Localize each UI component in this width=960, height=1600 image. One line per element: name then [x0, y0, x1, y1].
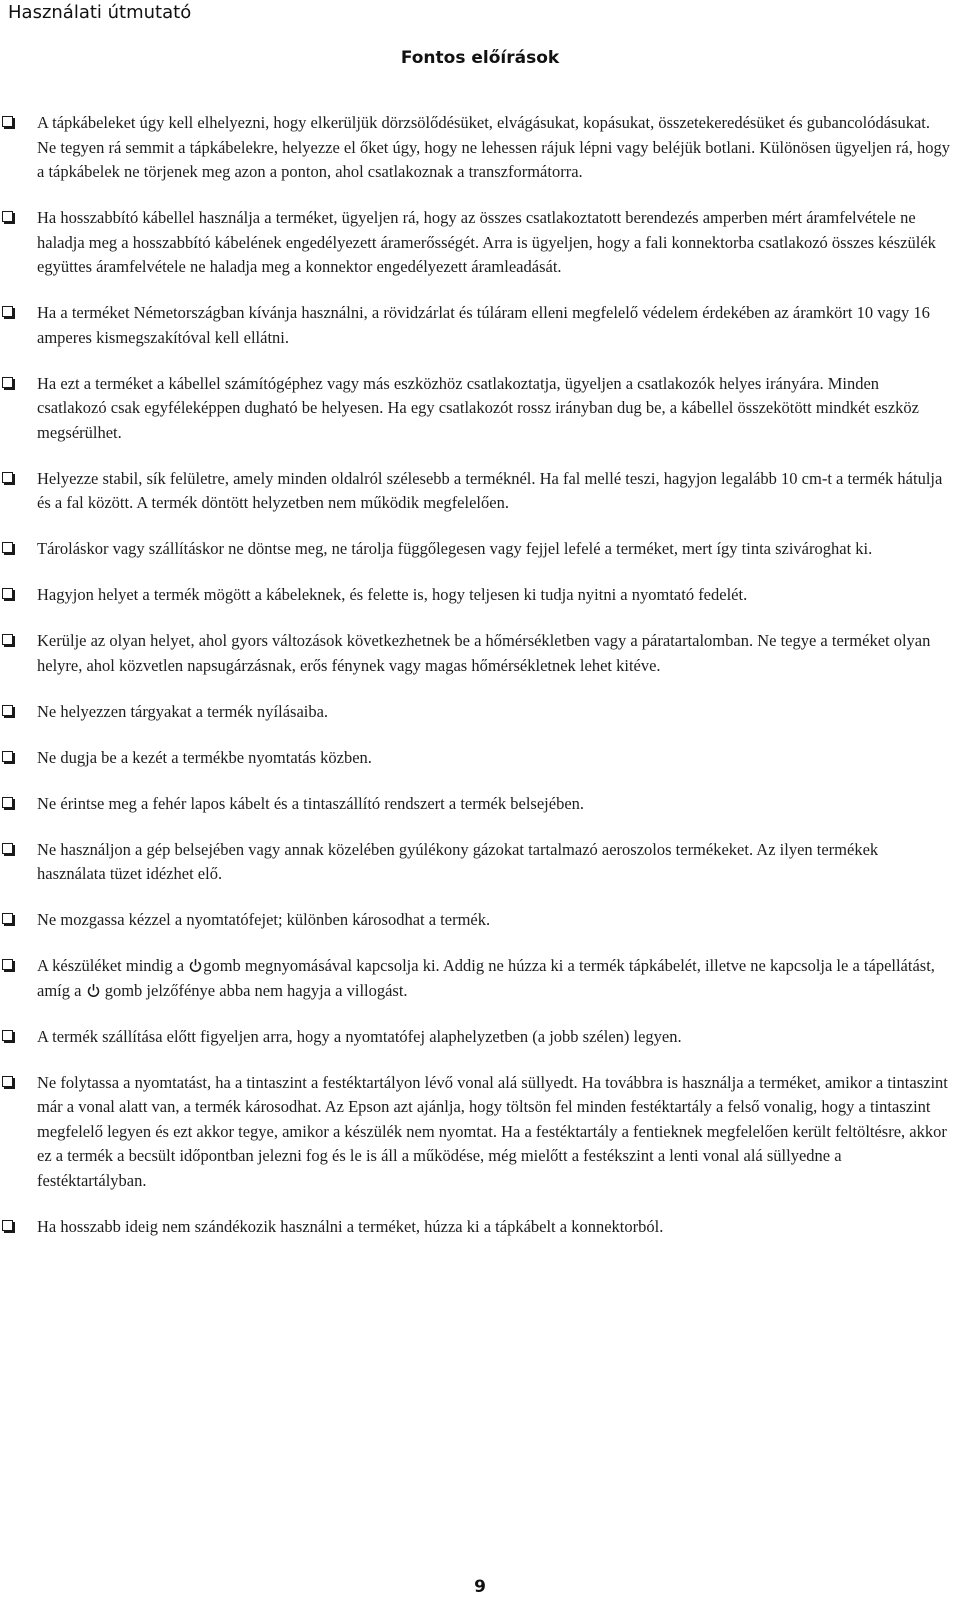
checkbox-bullet-icon: [2, 913, 13, 924]
list-item-text: Ha ezt a terméket a kábellel számítógéphez vagy más eszközhöz csatlakoztatja, ügyeljen a csatlakozók helyes irányára. Minden csatlakozó csak egyféleképpen dugható be helyesen. Ha egy csatlakozót rossz irányban dug be, a kábellel összekötött mindkét eszköz megsérülhet.: [37, 373, 919, 442]
checkbox-bullet-icon: [2, 1076, 13, 1087]
list-item: [0, 583, 960, 608]
checkbox-bullet-icon: [2, 797, 13, 808]
list-item-text: Ne érintse meg a fehér lapos kábelt és a tintaszállító rendszert a termék belsejében.: [37, 793, 585, 813]
list-item: [0, 1071, 960, 1194]
checkbox-bullet-icon: [2, 472, 13, 483]
checkbox-bullet-icon: [2, 542, 13, 553]
list-item-text: A tápkábeleket úgy kell elhelyezni, hogy elkerüljük dörzsölődésüket, elvágásukat, kopásukat, összetekeredésüket és gubancolódásukat. Ne tegyen rá semmit a tápkábelekre, helyezze el őket úgy, hogy ne lehessen rájuk lépni vagy beléjük botlani. Különösen ügyeljen rá, hogy a tápkábelek ne törjenek meg azon a ponton, ahol csatlakoznak a transzformátorra.: [37, 113, 951, 181]
list-item: [0, 467, 960, 516]
list-item-text: Ne dugja be a kezét a termékbe nyomtatás közben.: [37, 747, 372, 767]
list-item: [0, 206, 960, 280]
list-item-text: Ha a terméket Németországban kívánja használni, a rövidzárlat és túláram elleni megfelelő védelem érdekében az áramkört 10 vagy 16 amperes kismegszakítóval kell ellátni.: [37, 303, 930, 347]
list-item: [0, 792, 960, 817]
checkbox-bullet-icon: [2, 306, 13, 317]
list-item-text: Ne használjon a gép belsejében vagy annak közelében gyúlékony gázokat tartalmazó aeroszolos termékeket. Az ilyen termékek használata tüzet idézhet elő.: [37, 839, 879, 883]
checkbox-bullet-icon: [2, 705, 13, 716]
list-item-text: Helyezze stabil, sík felületre, amely minden oldalról szélesebb a terméknél. Ha fal mellé teszi, hagyjon legalább 10 cm-t a termék hátulja és a fal között. A termék döntött helyzetben nem működik megfelelően.: [37, 468, 943, 512]
list-item: [0, 1215, 960, 1240]
checkbox-bullet-icon: [2, 116, 13, 127]
checkbox-bullet-icon: [2, 1030, 13, 1041]
list-item-text: Ne folytassa a nyomtatást, ha a tintaszint a festéktartályon lévő vonal alá süllyedt. Ha továbbra is használja a terméket, amikor a tintaszint már a vonal alatt van, a termék károsodhat. Az Epson azt ajánlja, hogy töltsön fel minden festéktartály a felső vonalig, hogy a tintaszint megfelelő legyen és ezt akkor tegye, amikor a készülék nem nyomtat. Ha a festéktartály a fentieknek megfelelően került feltöltésre, akkor ez a termék a becsült időpontban jelezni fog és le is áll a működése, még mielőtt a festékszint a lenti vonal alá süllyedne a festéktartályban.: [37, 1072, 948, 1190]
precautions-list: [0, 111, 960, 1261]
list-item-text: Ha hosszabbító kábellel használja a terméket, ügyeljen rá, hogy az összes csatlakoztatott berendezés amperben mért áramfelvétele ne haladja meg a hosszabbító kábelének engedélyezett áramerősségét. Arra is ügyeljen, hogy a fali konnektorba csatlakozó összes készülék együttes áramfelvétele ne haladja meg a konnektor engedélyezett áramleadását.: [37, 208, 936, 276]
document-header-title: Használati útmutató: [8, 2, 192, 23]
checkbox-bullet-icon: [2, 751, 13, 762]
power-item-text-3: gomb jelzőfénye abba nem hagyja a villogást.: [100, 980, 408, 1000]
list-item-text: Ne helyezzen tárgyakat a termék nyílásaiba.: [37, 701, 329, 721]
checkbox-bullet-icon: [2, 377, 13, 388]
list-item: [0, 746, 960, 771]
list-item-power-button: [0, 954, 960, 1003]
list-item: [0, 700, 960, 725]
list-item-text: Ne mozgassa kézzel a nyomtatófejet; különben károsodhat a termék.: [37, 910, 491, 929]
checkbox-bullet-icon: [2, 588, 13, 599]
list-item-text: Ha hosszabb ideig nem szándékozik használni a terméket, húzza ki a tápkábelt a konnektorból.: [37, 1216, 664, 1236]
page-number: 9: [474, 1577, 486, 1597]
list-item: [0, 372, 960, 446]
power-icon: [189, 958, 202, 973]
checkbox-bullet-icon: [2, 843, 13, 854]
checkbox-bullet-icon: [2, 211, 13, 222]
power-item-text-1: A készüléket mindig a: [37, 956, 189, 975]
power-icon: [87, 983, 100, 998]
list-item-text: Hagyjon helyet a termék mögött a kábeleknek, és felette is, hogy teljesen ki tudja nyitni a nyomtató fedelét.: [37, 585, 748, 604]
list-item-text: A termék szállítása előtt figyeljen arra, hogy a nyomtatófej alaphelyzetben (a jobb szélen) legyen.: [37, 1026, 682, 1046]
power-item-text-2: gomb megnyomásával kapcsolja ki. Addig ne húzza ki a termék tápkábelét, illetve ne kapcsolja le a tápellátást, amíg a: [37, 956, 935, 1000]
checkbox-bullet-icon: [2, 634, 13, 645]
list-item: [0, 908, 960, 933]
list-item-text: Tároláskor vagy szállításkor ne döntse meg, ne tárolja függőlegesen vagy fejjel lefelé a terméket, mert így tinta szivároghat ki.: [37, 539, 873, 558]
list-item: [0, 1025, 960, 1050]
checkbox-bullet-icon: [2, 959, 13, 970]
list-item: [0, 838, 960, 887]
list-item: [0, 111, 960, 185]
list-item-text: Kerülje az olyan helyet, ahol gyors változások következhetnek be a hőmérsékletben vagy a páratartalomban. Ne tegye a terméket olyan helyre, ahol közvetlen napsugárzásnak, erős fénynek vagy magas hőmérsékletnek lehet kitéve.: [37, 631, 931, 675]
list-item: [0, 301, 960, 350]
section-title: Fontos előírások: [400, 48, 560, 68]
list-item: [0, 629, 960, 678]
checkbox-bullet-icon: [2, 1220, 13, 1231]
list-item: [0, 537, 960, 562]
